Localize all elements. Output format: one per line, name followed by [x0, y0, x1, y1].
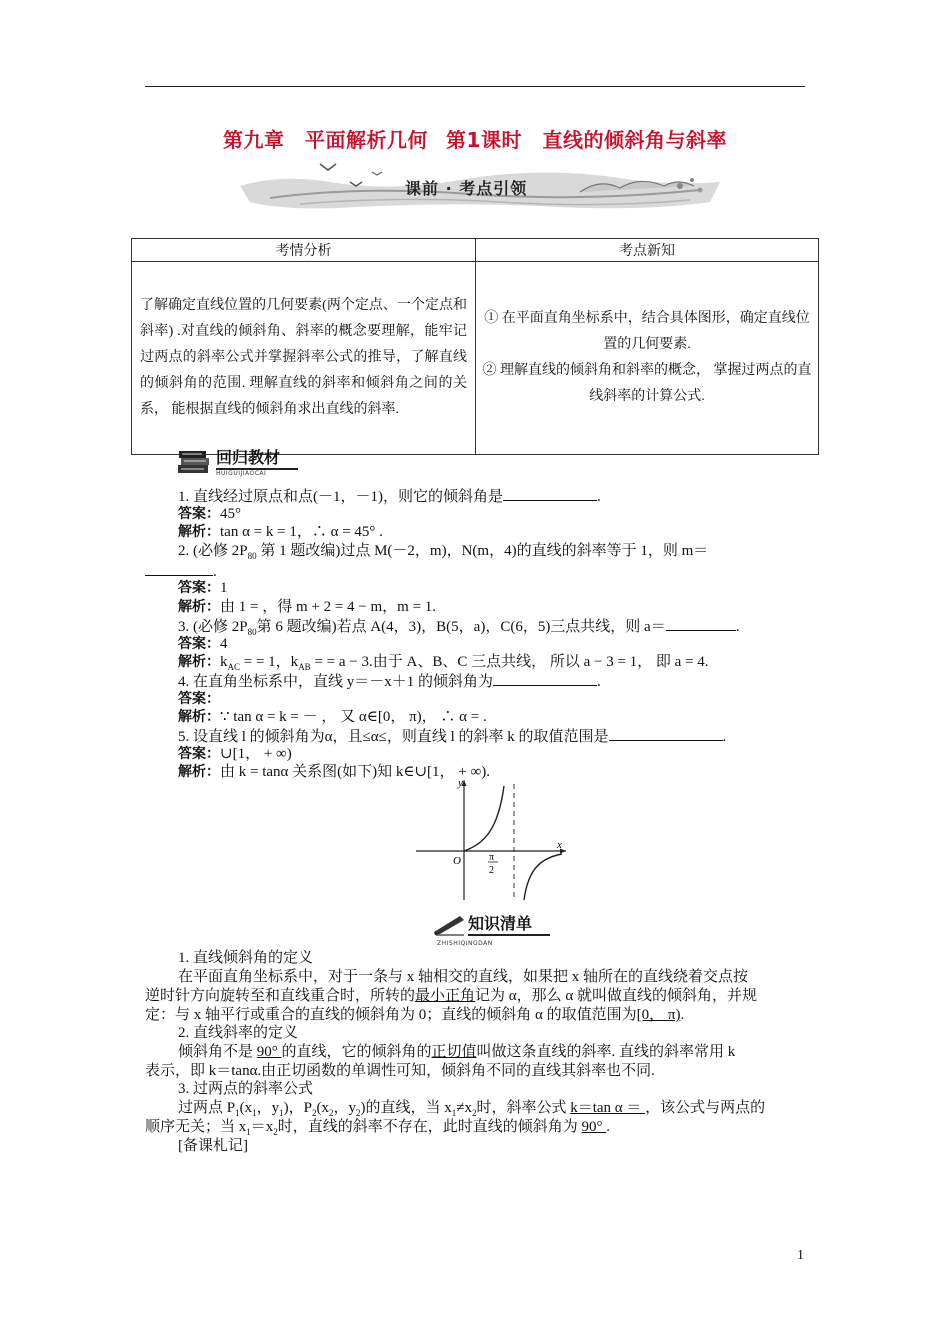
knowledge-para-1-line-3: 定：与 x 轴平行或重合的直线的倾斜角为 0；直线的倾斜角 α 的取值范围为[0， π). [145, 1007, 685, 1023]
answer-blank [666, 616, 736, 631]
solution-1: 解析：tan α = k = 1，∴ α = 45° . [178, 524, 383, 540]
knowledge-para-2-line-2: 表示，即 k＝tanα.由正切函数的单调性可知，倾斜角不同的直线其斜率也不同. [145, 1063, 655, 1079]
knowledge-points [476, 262, 819, 455]
tangent-graph [414, 774, 574, 902]
question-3: 3. (必修 $2P_{80}$第 6 题改编)若点 A(4，3)，B(5，a)，C(6，5)三点共线，则 a＝ . [178, 616, 739, 636]
x-label: x [557, 839, 562, 851]
solution-5: 解析：由 k = tanα 关系图(如下)知 k∈∪[1， + ∞). [178, 764, 490, 780]
page-title [0, 124, 950, 153]
question-1: 1. 直线经过原点和点(－1，－1)，则它的倾斜角是 . [178, 486, 601, 506]
answer-1: 答案：45° [178, 506, 241, 522]
solution-3: 解析：$k_{AC}$ = = 1，$k_{AB}$ = = a − 3.由于 A、B、C 三点共线， 所以 a − 3 = 1， 即 a = 4. [178, 654, 709, 672]
answer-2: 答案：1 [178, 580, 228, 596]
header-rule [145, 86, 805, 87]
question-4: 4. 在直角坐标系中，直线 y＝－x＋1 的倾斜角为 . [178, 671, 601, 691]
answer-4: 答案： [178, 691, 220, 707]
question-2: 2. (必修 $2P_{80}$ 第 1 题改编)过点 M(－2，m)，N(m，4)的直线的斜率等于 1，则 m＝ [178, 543, 709, 561]
solution-4: 解析：∵ tan α = k = － ， 又 α∈[0， π)， ∴ α = . [178, 709, 487, 725]
table-header-right: 考点新知 [476, 239, 819, 262]
knowledge-para-2-line-1: 倾斜角不是 90° 的直线，它的倾斜角的正切值叫做这条直线的斜率. 直线的斜率常用 k [178, 1044, 736, 1060]
knowledge-heading-1: 1. 直线倾斜角的定义 [178, 950, 314, 966]
two-label: 2 [489, 865, 494, 876]
knowledge-heading-2: 2. 直线斜率的定义 [178, 1025, 299, 1041]
lesson-title: 第1课时 直线的倾斜角与斜率 [446, 128, 727, 152]
knowledge-para-3-line-1: 过两点 $P_1(x_1$，$y_1$)，$P_2(x_2$，$y_2$)的直线，当 $x_1\ne x_2$时，斜率公式 k＝tan α ＝ ，该公式与两点的 [178, 1100, 766, 1118]
answer-blank [503, 486, 597, 501]
lesson-notes-label: [备课札记] [178, 1138, 248, 1154]
section-subtitle-knowledge: ZHISHIQINGDAN [437, 940, 493, 947]
table-header-left: 考情分析 [132, 239, 476, 262]
answer-blank [609, 726, 723, 741]
answer-3: 答案：4 [178, 636, 228, 652]
chapter-title: 第九章 平面解析几何 [223, 128, 429, 152]
solution-2: 解析：由 1 = ，得 m + 2 = 4 − m，m = 1. [178, 599, 437, 615]
books-icon [176, 447, 212, 477]
section-title-knowledge: 知识清单 [468, 914, 533, 933]
knowledge-point-2: ② 理解直线的倾斜角和斜率的概念， 掌握过两点的直线斜率的计算公式. [482, 363, 812, 404]
pen-icon [432, 910, 466, 936]
page-number: 1 [797, 1248, 804, 1263]
question-5: 5. 设直线 l 的倾斜角为α，且≤α≤，则直线 l 的斜率 k 的取值范围是 . [178, 726, 726, 746]
pi-label: π [489, 852, 495, 863]
analysis-table [131, 238, 819, 455]
tan-branch-left [464, 786, 504, 851]
section-badge-return [176, 445, 298, 477]
section-subtitle-return: HUIGUIJIAOCAI [216, 470, 267, 477]
bird-icon [372, 172, 382, 175]
bird-icon [320, 164, 336, 170]
knowledge-heading-3: 3. 过两点的斜率公式 [178, 1081, 314, 1097]
answer-5: 答案：∪[1， + ∞) [178, 746, 292, 762]
section-title-return: 回归教材 [216, 448, 281, 467]
knowledge-para-3-line-2: 顺序无关；当 $x_1=x_2$时，直线的斜率不存在，此时直线的倾斜角为 90° . [145, 1119, 611, 1137]
banner-label: 课前 · 考点引领 [405, 179, 528, 198]
y-label: y [458, 777, 463, 789]
knowledge-point-1: ① 在平面直角坐标系中，结合具体图形，确定直线位置的几何要素. [484, 311, 810, 352]
answer-blank [145, 561, 213, 576]
tan-branch-right [524, 854, 562, 900]
section-badge-knowledge [432, 910, 550, 936]
knowledge-para-1-line-2: 逆时针方向旋转至和直线重合时，所转的最小正角记为 α，那么 α 就叫做直线的倾斜角，并规 [145, 988, 758, 1004]
question-2-cont: . [145, 561, 217, 581]
answer-blank [493, 671, 597, 686]
analysis-text: 了解确定直线位置的几何要素(两个定点、一个定点和斜率) .对直线的倾斜角、斜率的概念要理解，能牢记过两点的斜率公式并掌握斜率公式的推导，了解直线的倾斜角的范围. 理解直线的斜率和倾斜角之间的关系， 能根据直线的倾斜角求出直线的斜率. [132, 262, 476, 455]
origin-label: O [453, 855, 461, 867]
knowledge-para-1-line-1: 在平面直角坐标系中，对于一条与 x 轴相交的直线，如果把 x 轴所在的直线绕着交点按 [178, 969, 749, 985]
